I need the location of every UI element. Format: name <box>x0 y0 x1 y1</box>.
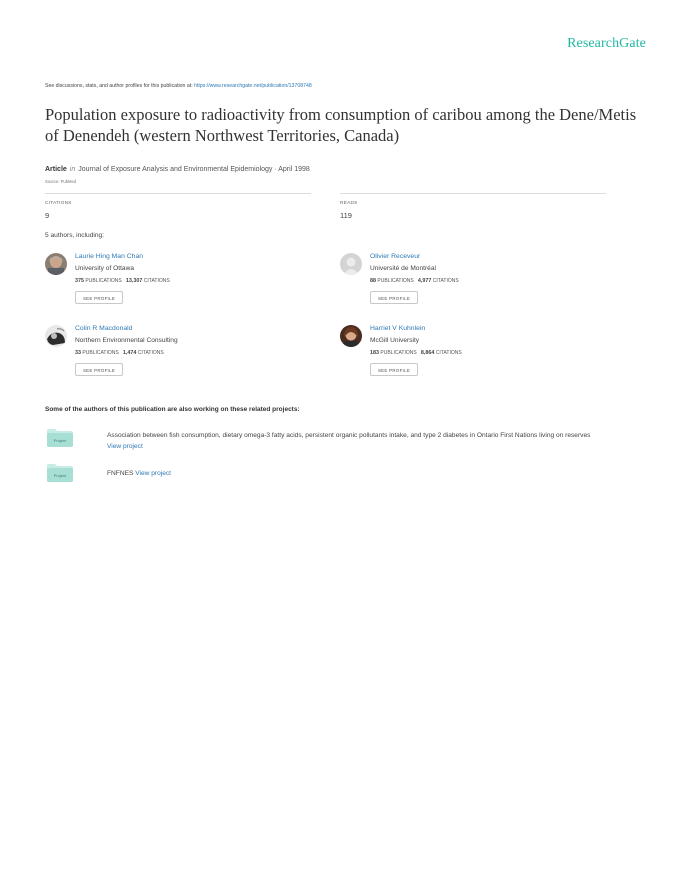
author-stats <box>75 278 170 284</box>
author-citations: 8,864 <box>420 350 435 356</box>
author-card <box>340 253 620 313</box>
researchgate-logo[interactable]: ResearchGate <box>567 36 646 51</box>
citations-value: 9 <box>45 211 50 220</box>
see-profile-button[interactable]: SEE PROFILE <box>75 291 123 304</box>
author-avatar-placeholder-icon[interactable] <box>340 253 362 275</box>
reads-label: READS <box>340 201 358 206</box>
article-source: Source: PubMed <box>45 179 77 184</box>
project-folder-icon[interactable] <box>47 464 73 482</box>
project-item <box>107 468 171 479</box>
author-affiliation: McGill University <box>370 337 420 344</box>
article-in: in <box>69 166 76 173</box>
divider-citations <box>45 193 311 194</box>
author-avatar[interactable] <box>340 325 362 347</box>
project-folder-icon[interactable] <box>47 429 73 447</box>
view-project-link[interactable]: View project <box>135 470 172 477</box>
author-affiliation: Northern Environmental Consulting <box>75 337 178 344</box>
author-name[interactable]: Olivier Receveur <box>370 253 421 260</box>
article-type: Article <box>45 166 67 173</box>
author-card <box>45 253 325 313</box>
project-icon-label: Project <box>53 473 67 478</box>
author-publications: 88 <box>370 278 376 284</box>
author-name[interactable]: Colin R Macdonald <box>75 325 133 332</box>
author-card <box>45 325 325 385</box>
publications-label: PUBLICATIONS <box>82 350 119 356</box>
project-description: Association between fish consumption, dietary omega-3 fatty acids, persistent organic pollutants intake, and type 2 diabetes in Ontario First Nations living on reserves <box>107 432 591 439</box>
publication-url-link[interactable]: https://www.researchgate.net/publication/13708748 <box>194 83 312 89</box>
journal-date: Journal of Exposure Analysis and Environmental Epidemiology · April 1998 <box>78 166 310 173</box>
view-project-link[interactable]: View project <box>107 443 143 450</box>
article-meta <box>45 166 310 173</box>
project-item <box>107 430 590 452</box>
author-affiliation: Université de Montréal <box>370 265 436 272</box>
see-profile-button[interactable]: SEE PROFILE <box>75 363 123 376</box>
publications-label: PUBLICATIONS <box>377 278 414 284</box>
author-publications: 183 <box>370 350 379 356</box>
author-citations: 1,474 <box>122 350 137 356</box>
author-stats <box>370 278 459 284</box>
author-affiliation: University of Ottawa <box>75 265 134 272</box>
project-description: FNFNES <box>107 470 134 477</box>
author-publications: 33 <box>75 350 81 356</box>
project-icon-label: Project <box>53 438 67 443</box>
citations-label: CITATIONS <box>435 350 462 356</box>
related-projects-heading: Some of the authors of this publication are also working on these related projects: <box>45 406 300 413</box>
author-avatar[interactable] <box>45 253 67 275</box>
author-card <box>340 325 620 385</box>
see-profile-button[interactable]: SEE PROFILE <box>370 363 418 376</box>
see-discussions-text: See discussions, stats, and author profiles for this publication at: <box>45 83 195 89</box>
author-stats <box>75 350 164 356</box>
author-name[interactable]: Laurie Hing Man Chan <box>75 253 144 260</box>
publications-label: PUBLICATIONS <box>85 278 122 284</box>
citations-label: CITATIONS <box>432 278 459 284</box>
publications-label: PUBLICATIONS <box>380 350 417 356</box>
see-profile-button[interactable]: SEE PROFILE <box>370 291 418 304</box>
authors-including: 5 authors, including: <box>45 232 105 239</box>
author-avatar[interactable] <box>45 325 67 347</box>
reads-value: 119 <box>340 211 352 220</box>
author-name[interactable]: Harriet V Kuhnlein <box>370 325 426 332</box>
divider-reads <box>340 193 606 194</box>
publication-title: Population exposure to radioactivity from consumption of caribou among the Dene/Metis of Denendeh (western Northwest Territories, Canada) <box>45 105 637 145</box>
author-stats <box>370 350 462 356</box>
citations-label: CITATIONS <box>137 350 164 356</box>
citations-label: CITATIONS <box>143 278 170 284</box>
see-discussions-line <box>45 83 312 89</box>
citations-label: CITATIONS <box>45 201 72 206</box>
author-citations: 4,977 <box>417 278 432 284</box>
author-publications: 375 <box>75 278 84 284</box>
author-citations: 13,307 <box>125 278 143 284</box>
